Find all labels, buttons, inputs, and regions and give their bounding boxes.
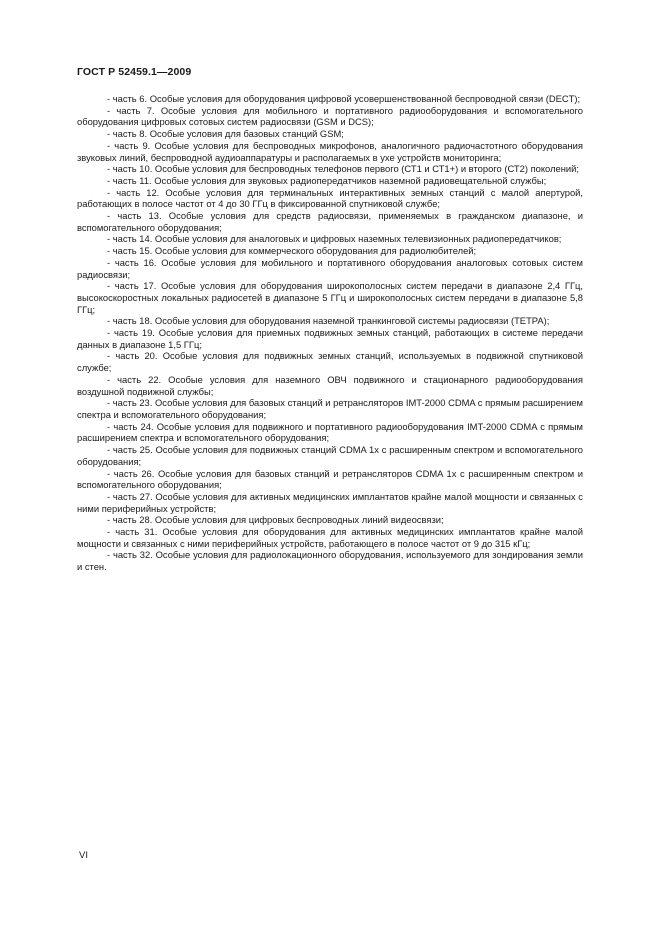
list-item: - часть 18. Особые условия для оборудования наземной транкинговой системы радиосвязи (ТЕТРА); — [107, 315, 550, 327]
standard-designation: ГОСТ Р 52459.1—2009 — [77, 66, 192, 78]
list-item: - часть 27. Особые условия для активных медицинских имплантатов крайне малой мощности и связанных с ними периферийных устройств; — [77, 490, 583, 514]
list-item: - часть 24. Особые условия для подвижного и портативного радиооборудования IMT-2000 CDMA с прямым расширением спектра и вспомогательного оборудования; — [77, 420, 583, 444]
list-item: - часть 32. Особые условия для радиолокационного оборудования, используемого для зондирования земли и стен. — [77, 549, 583, 573]
list-item: - часть 23. Особые условия для базовых станций и ретрансляторов IMT-2000 CDMA с прямым расширением спектра и вспомогательного оборудования; — [77, 397, 583, 420]
list-item: - часть 19. Особые условия для приемных подвижных земных станций, работающих в системе передачи данных в диапазоне 1,5 ГГц; — [77, 327, 583, 350]
list-item: - часть 25. Особые условия для подвижных станций CDMA 1x с расширенным спектром и вспомогательного оборудования; — [77, 444, 583, 467]
list-item: - часть 20. Особые условия для подвижных земных станций, используемых в подвижной спутниковой службе; — [77, 350, 583, 374]
list-item: - часть 7. Особые условия для мобильного и портативного радиооборудования и вспомогательного оборудования цифровых сотовых систем радиосвязи (GSM и DCS); — [77, 104, 583, 128]
list-item: - часть 6. Особые условия для оборудования цифровой усовершенствованной беспроводной связи (DECT); — [107, 93, 581, 104]
list-item: - часть 8. Особые условия для базовых станций GSM; — [107, 128, 344, 140]
list-item: - часть 26. Особые условия для базовых станций и ретрансляторов CDMA 1x с расширенным спектром и вспомогательного оборудования; — [77, 467, 583, 491]
parts-list — [77, 93, 583, 573]
page-number: VI — [79, 850, 88, 861]
list-item: - часть 14. Особые условия для аналоговых и цифровых наземных телевизионных радиопередатчиков; — [107, 233, 562, 245]
list-item: - часть 13. Особые условия для средств радиосвязи, применяемых в гражданском диапазоне, и вспомогательного оборудования; — [77, 210, 583, 233]
list-item: - часть 28. Особые условия для цифровых беспроводных линий видеосвязи; — [107, 514, 444, 526]
list-item: - часть 15. Особые условия для коммерческого оборудования для радиолюбителей; — [107, 245, 477, 257]
list-item: - часть 31. Особые условия для оборудования для активных медицинских имплантатов крайне малой мощности и связанных с ними периферийных устройств, работающего в полосе частот от 9 до 315 кГц; — [77, 526, 583, 549]
list-item: - часть 10. Особые условия для беспроводных телефонов первого (СТ1 и СТ1+) и второго (СТ2) поколений; — [107, 163, 580, 175]
list-item: - часть 17. Особые условия для оборудования широкополосных систем передачи в диапазоне 2,4 ГГц, высокоскоростных локальных радиосетей в диапазоне 5 ГГц и широкополосных систем передачи в диапазоне 5,8 ГГц; — [77, 280, 583, 315]
list-item: - часть 12. Особые условия для терминальных интерактивных земных станций с малой апертурой, работающих в полосе частот от 4 до 30 ГГц в фиксированной спутниковой службе; — [77, 186, 583, 210]
list-item: - часть 9. Особые условия для беспроводных микрофонов, аналогичного радиочастотного оборудования звуковых линий, беспроводной аудиоаппаратуры и располагаемых в ухе устройств мониторинга; — [77, 139, 583, 163]
list-item: - часть 16. Особые условия для мобильного и портативного оборудования аналоговых сотовых систем радиосвязи; — [77, 256, 583, 280]
list-item: - часть 22. Особые условия для наземного ОВЧ подвижного и стационарного радиооборудования воздушной подвижной службы; — [77, 373, 583, 397]
list-item: - часть 11. Особые условия для звуковых радиопередатчиков наземной радиовещательной службы; — [107, 174, 547, 186]
